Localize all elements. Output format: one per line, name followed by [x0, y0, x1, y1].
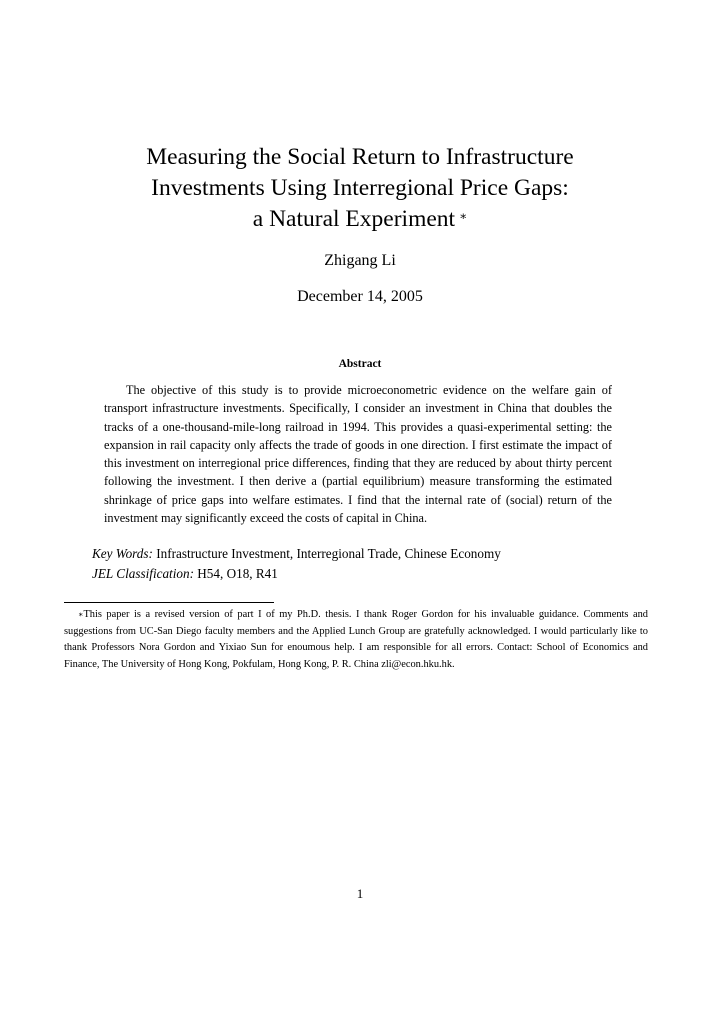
- paper-date: December 14, 2005: [297, 288, 423, 305]
- key-words-label: Key Words:: [92, 546, 153, 561]
- key-words-value: Infrastructure Investment, Interregional Trade, Chinese Economy: [156, 546, 501, 561]
- title-line-1: Measuring the Social Return to Infrastructure: [146, 144, 574, 170]
- abstract-text: The objective of this study is to provide microeconometric evidence on the welfare gain of transport infrastructure investments. Specifically, I consider an investment in China that doubles the tracks of a one-thousand-mile-long railroad in 1994. This provides a quasi-experimental setting: the expansion in rail capacity only affects the trade of goods in one direction. I first estimate the impact of this investment on interregional price differences, finding that they are reduced by about thirty percent following the investment. I then derive a (partial equilibrium) measure transforming the estimated shrinkage of price gaps into welfare estimates. I find that the internal rate of (social) return of the investment may significantly exceed the costs of capital in China.: [104, 383, 612, 526]
- key-words-line: [92, 544, 652, 564]
- footnote-divider: [64, 602, 274, 603]
- footnote-mark: ∗: [78, 610, 84, 619]
- abstract-heading: Abstract: [338, 358, 382, 370]
- paper-title: [60, 142, 660, 235]
- jel-label: JEL Classification:: [92, 565, 194, 581]
- page-number: 1: [356, 886, 364, 901]
- title-line-3-text: a Natural Experiment: [252, 206, 456, 232]
- title-footnote-mark: ∗: [459, 209, 468, 223]
- jel-value: H54, O18, R41: [197, 565, 278, 581]
- title-line-2: Investments Using Interregional Price Gaps:: [151, 175, 569, 201]
- footnote-text: This paper is a revised version of part I of my Ph.D. thesis. I thank Roger Gordon for his invaluable guidance. Comments and suggestions from UC-San Diego faculty members and the Applied Lunch Group are gratefully acknowledged. I would particularly like to thank Professors Nora Gordon and Yixiao Sun for enoumous help. I am responsible for all errors. Contact: School of Economics and Finance, The University of Hong Kong, Pokfulam, Hong Kong, P. R. China zli@econ.hku.hk.: [64, 609, 648, 670]
- footnote: [64, 607, 648, 673]
- author-name: Zhigang Li: [324, 252, 396, 269]
- jel-line: [92, 564, 652, 584]
- title-line-3: [60, 204, 660, 235]
- keywords-block: [92, 544, 652, 583]
